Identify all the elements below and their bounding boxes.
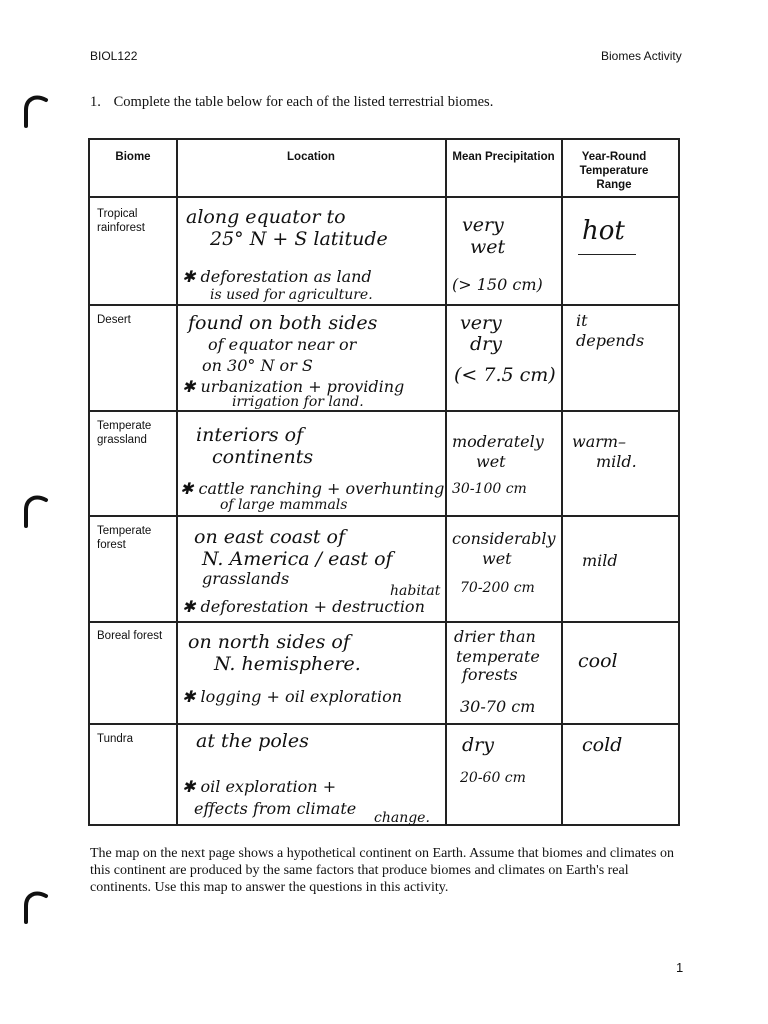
location-line: on 30° N or S <box>202 356 313 375</box>
location-line: ✱ deforestation + destruction <box>182 597 425 616</box>
document-title: Biomes Activity <box>601 49 682 63</box>
precipitation-line: temperate <box>456 647 540 666</box>
location-line: habitat <box>390 583 441 599</box>
precipitation-line: 30-70 cm <box>460 697 536 716</box>
map-paragraph: The map on the next page shows a hypothetical continent on Earth. Assume that biomes and climates on this continent are produced by the same factors that produce biomes and climates on Earth's real continents. Use this map to answer the questions in this activity. <box>90 846 674 895</box>
precipitation-line: wet <box>482 549 512 568</box>
temperature-line: mild <box>582 551 618 570</box>
row-label-tropical-rainforest: Tropical rainforest <box>97 208 145 234</box>
precipitation-line: 20-60 cm <box>460 770 526 786</box>
precipitation-line: 70-200 cm <box>460 580 535 596</box>
question-instruction <box>90 94 493 111</box>
location-line: change. <box>374 810 430 826</box>
temperature-line: cool <box>578 650 618 672</box>
location-line: is used for agriculture. <box>210 287 373 303</box>
location-line: effects from climate <box>194 799 357 818</box>
location-line: grasslands <box>202 569 290 588</box>
temperature-line: warm– <box>572 432 627 451</box>
row-label-temperate-forest: Temperate forest <box>97 525 152 551</box>
precipitation-line: 30-100 cm <box>452 481 527 497</box>
temperature-line: mild. <box>596 452 637 471</box>
location-line: ✱ logging + oil exploration <box>182 687 403 706</box>
precipitation-line: (< 7.5 cm) <box>454 364 556 386</box>
temperature-line: hot <box>582 216 625 246</box>
precipitation-line: very <box>460 312 502 334</box>
location-line: continents <box>212 446 314 468</box>
temperature-line: cold <box>582 734 623 756</box>
location-line: at the poles <box>196 730 309 752</box>
location-line: N. America / east of <box>202 548 393 570</box>
row-label-desert: Desert <box>97 314 131 326</box>
page-number: 1 <box>676 960 684 975</box>
column-header-biome: Biome <box>115 151 151 163</box>
column-header-temperature: Year-Round Temperature Range <box>579 151 649 191</box>
binder-mark-icon <box>20 92 50 132</box>
row-label-temperate-grassland: Temperate grassland <box>97 420 152 446</box>
precipitation-line: wet <box>476 452 506 471</box>
location-line: ✱ urbanization + providing <box>182 377 405 396</box>
precipitation-line: considerably <box>452 529 556 548</box>
precipitation-line: forests <box>462 665 518 684</box>
question-text: Complete the table below for each of the listed terrestrial biomes. <box>113 94 494 110</box>
biomes-table <box>88 138 680 826</box>
location-line: 25° N + S latitude <box>210 228 388 250</box>
precipitation-line: drier than <box>454 627 536 646</box>
precipitation-line: wet <box>470 236 506 258</box>
binder-mark-icon <box>20 492 50 532</box>
location-line: found on both sides <box>188 312 378 334</box>
location-line: ✱ cattle ranching + overhunting <box>180 479 445 498</box>
question-number: 1. <box>90 94 101 110</box>
location-line: N. hemisphere. <box>214 653 361 675</box>
location-line: on east coast of <box>194 526 346 548</box>
row-label-tundra: Tundra <box>97 733 134 745</box>
location-line: of equator near or <box>208 335 357 354</box>
location-line: of large mammals <box>220 497 348 513</box>
location-line: on north sides of <box>188 631 350 653</box>
location-line: interiors of <box>196 424 304 446</box>
location-line: ✱ deforestation as land <box>182 267 372 286</box>
row-label-boreal-forest: Boreal forest <box>97 630 163 642</box>
precipitation-line: dry <box>470 333 502 355</box>
location-line: ✱ oil exploration + <box>182 777 337 796</box>
binder-mark-icon <box>20 888 50 928</box>
temperature-line: depends <box>576 331 645 350</box>
column-header-precipitation: Mean Precipitation <box>452 151 555 163</box>
column-header-location: Location <box>287 151 335 163</box>
precipitation-line: very <box>462 214 504 236</box>
temperature-line: it <box>576 311 588 330</box>
precipitation-line: (> 150 cm) <box>452 275 543 294</box>
precipitation-line: dry <box>462 734 494 756</box>
location-line: irrigation for land. <box>232 394 364 410</box>
course-code: BIOL122 <box>90 49 138 63</box>
precipitation-line: moderately <box>452 432 544 451</box>
location-line: along equator to <box>186 206 346 228</box>
